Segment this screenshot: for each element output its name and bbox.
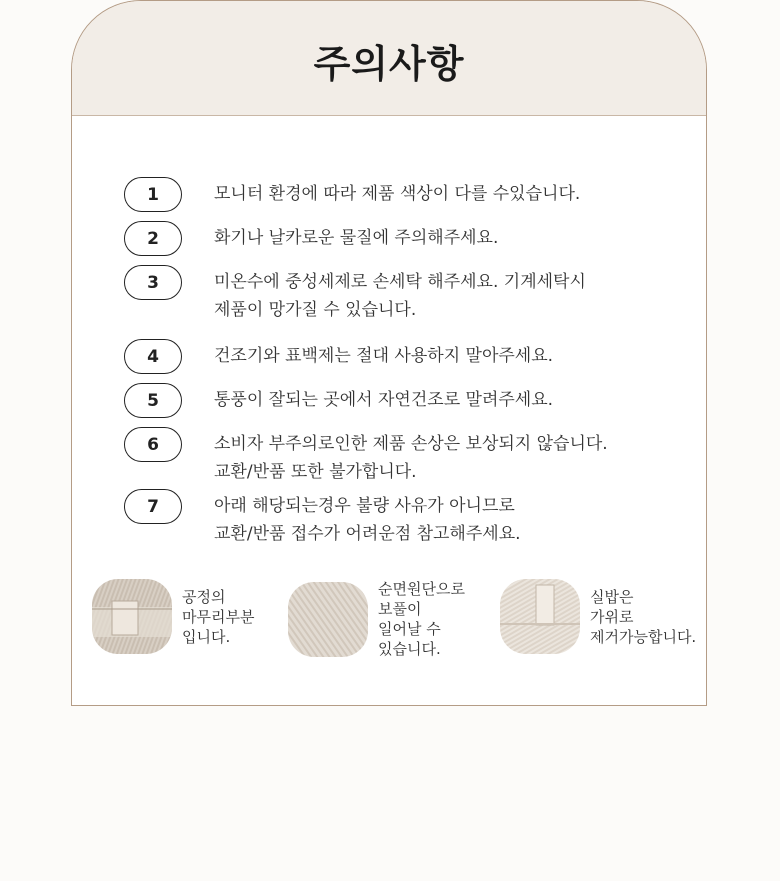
number-badge: 2 xyxy=(124,221,182,256)
number-badge: 5 xyxy=(124,383,182,418)
notice-line: 모니터 환경에 따라 제품 색상이 다를 수있습니다. xyxy=(214,184,581,204)
notice-line: 제품이 망가질 수 있습니다. xyxy=(214,300,417,320)
notice-line: 아래 해당되는경우 불량 사유가 아니므로 xyxy=(214,496,515,516)
page-title: 주의사항 xyxy=(313,41,465,86)
notice-text xyxy=(214,427,608,486)
caption-line: 보풀이 xyxy=(378,600,422,618)
caption-line: 공정의 xyxy=(182,587,226,606)
caption-line: 마무리부분 xyxy=(182,607,255,626)
notice-line: 미온수에 중성세제로 손세탁 해주세요. 기계세탁시 xyxy=(214,272,586,292)
number-badge: 6 xyxy=(124,427,182,462)
caption-line: 제거가능합니다. xyxy=(590,627,697,646)
notice-line: 화기나 날카로운 물질에 주의해주세요. xyxy=(214,228,499,248)
notice-item-4 xyxy=(124,339,553,374)
fabric-note-seam xyxy=(92,579,254,654)
notice-line: 소비자 부주의로인한 제품 손상은 보상되지 않습니다. xyxy=(214,434,608,454)
notice-text xyxy=(214,489,521,548)
fabric-caption xyxy=(590,587,696,647)
fabric-pilling-image xyxy=(288,582,368,657)
caption-line: 실밥은 xyxy=(590,587,634,606)
notice-line: 통풍이 잘되는 곳에서 자연건조로 말려주세요. xyxy=(214,390,554,410)
fabric-note-pilling xyxy=(288,579,465,659)
notice-line: 건조기와 표백제는 절대 사용하지 말아주세요. xyxy=(214,346,554,366)
notice-item-3 xyxy=(124,265,586,324)
fabric-thread-image xyxy=(500,579,580,654)
fabric-caption xyxy=(378,579,465,659)
number-badge: 3 xyxy=(124,265,182,300)
notice-item-5 xyxy=(124,383,553,418)
caption-line: 일어날 수 xyxy=(378,620,441,638)
number-badge: 1 xyxy=(124,177,182,212)
notice-text xyxy=(214,339,553,370)
notice-item-7 xyxy=(124,489,521,548)
notice-item-6 xyxy=(124,427,608,486)
notice-list xyxy=(72,1,706,705)
number-badge: 7 xyxy=(124,489,182,524)
notice-card xyxy=(71,0,707,706)
notice-item-2 xyxy=(124,221,498,256)
fabric-note-thread xyxy=(500,579,696,654)
caption-line: 순면원단으로 xyxy=(378,580,465,598)
caption-line: 가위로 xyxy=(590,607,634,626)
notice-text xyxy=(214,221,498,252)
notice-line: 교환/반품 또한 불가합니다. xyxy=(214,462,417,482)
notice-text xyxy=(214,383,553,414)
number-badge: 4 xyxy=(124,339,182,374)
notice-text xyxy=(214,177,580,208)
notice-line: 교환/반품 접수가 어려운점 참고해주세요. xyxy=(214,524,521,544)
caption-line: 있습니다. xyxy=(378,640,441,658)
fabric-seam-image xyxy=(92,579,172,654)
notice-text xyxy=(214,265,586,324)
caption-line: 입니다. xyxy=(182,627,231,646)
fabric-caption xyxy=(182,587,254,647)
notice-item-1 xyxy=(124,177,580,212)
